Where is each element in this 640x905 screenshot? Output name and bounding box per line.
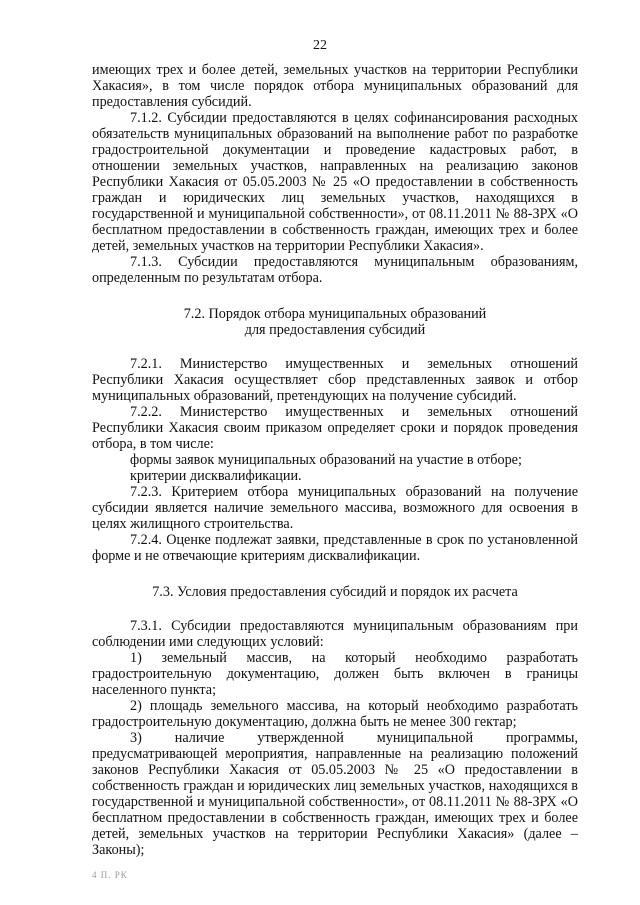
paragraph-7-2-2: 7.2.2. Министерство имущественных и земельных отношений Республики Хакасия своим приказом определяет сроки и порядок проведения отбора, в том числе: <box>92 404 578 452</box>
condition-item-2: 2) площадь земельного массива, на который необходимо разработать градостроительную документацию, должна быть не менее 300 гектар; <box>92 698 578 730</box>
section-heading-7-3 <box>92 584 578 600</box>
condition-item-3: 3) наличие утвержденной муниципальной программы, предусматривающей мероприятия, направленные на реализацию положений законов Республики Хакасия от 05.05.2003 № 25 «О предоставлении в собственность граждан и юридических лиц земельных участков, находящихся в государственной и муниципальной собственности», от 08.11.2011 № 88-ЗРХ «О бесплатном предоставлении в собственность граждан, имеющих трех и более детей, земельных участков на территории Республики Хакасия» (далее – Законы); <box>92 730 578 858</box>
paragraph-7-3-1: 7.3.1. Субсидии предоставляются муниципальным образованиям при соблюдении ими следующих условий: <box>92 618 578 650</box>
paragraph-7-2-4: 7.2.4. Оценке подлежат заявки, представленные в срок по установленной форме и не отвечающие критериям дисквалификации. <box>92 532 578 564</box>
paragraph-7-1-2: 7.1.2. Субсидии предоставляются в целях софинансирования расходных обязательств муниципальных образований на выполнение работ по разработке градостроительной документации и проведение кадастровых работ, в отношении земельных участков, направленных на реализацию законов Республики Хакасия от 05.05.2003 № 25 «О предоставлении в собственность граждан и юридических лиц земельных участков, находящихся в государственной и муниципальной собственности», от 08.11.2011 № 88-ЗРХ «О бесплатном предоставлении в собственность граждан, имеющих трех и более детей, земельных участков на территории Республики Хакасия». <box>92 110 578 254</box>
list-item-forms: формы заявок муниципальных образований на участие в отборе; <box>130 452 522 468</box>
section-heading-7-2-line-2: для предоставления субсидий <box>244 322 426 338</box>
section-heading-7-2 <box>92 306 578 338</box>
paragraph-7-2-3: 7.2.3. Критерием отбора муниципальных образований на получение субсидии является наличие земельного массива, возможного для освоения в целях жилищного строительства. <box>92 484 578 532</box>
section-heading-7-2-line-1: 7.2. Порядок отбора муниципальных образований <box>183 306 487 322</box>
section-heading-7-3-line-1: 7.3. Условия предоставления субсидий и порядок их расчета <box>152 584 518 600</box>
condition-item-1: 1) земельный массив, на который необходимо разработать градостроительную документацию, должен быть включен в границы населенного пункта; <box>92 650 578 698</box>
list-item-criteria: критерии дисквалификации. <box>130 468 302 484</box>
page-number: 22 <box>313 38 327 53</box>
paragraph-7-2-1: 7.2.1. Министерство имущественных и земельных отношений Республики Хакасия осуществляет сбор представленных заявок и отбор муниципальных образований, претендующих на получение субсидий. <box>92 356 578 404</box>
footer-mark: 4 П. РК <box>92 870 128 880</box>
paragraph-continuation: имеющих трех и более детей, земельных участков на территории Республики Хакасия», в том числе порядок отбора муниципальных образований для предоставления субсидий. <box>92 62 578 110</box>
document-body <box>92 62 578 858</box>
paragraph-7-1-3: 7.1.3. Субсидии предоставляются муниципальным образованиям, определенным по результатам отбора. <box>92 254 578 286</box>
